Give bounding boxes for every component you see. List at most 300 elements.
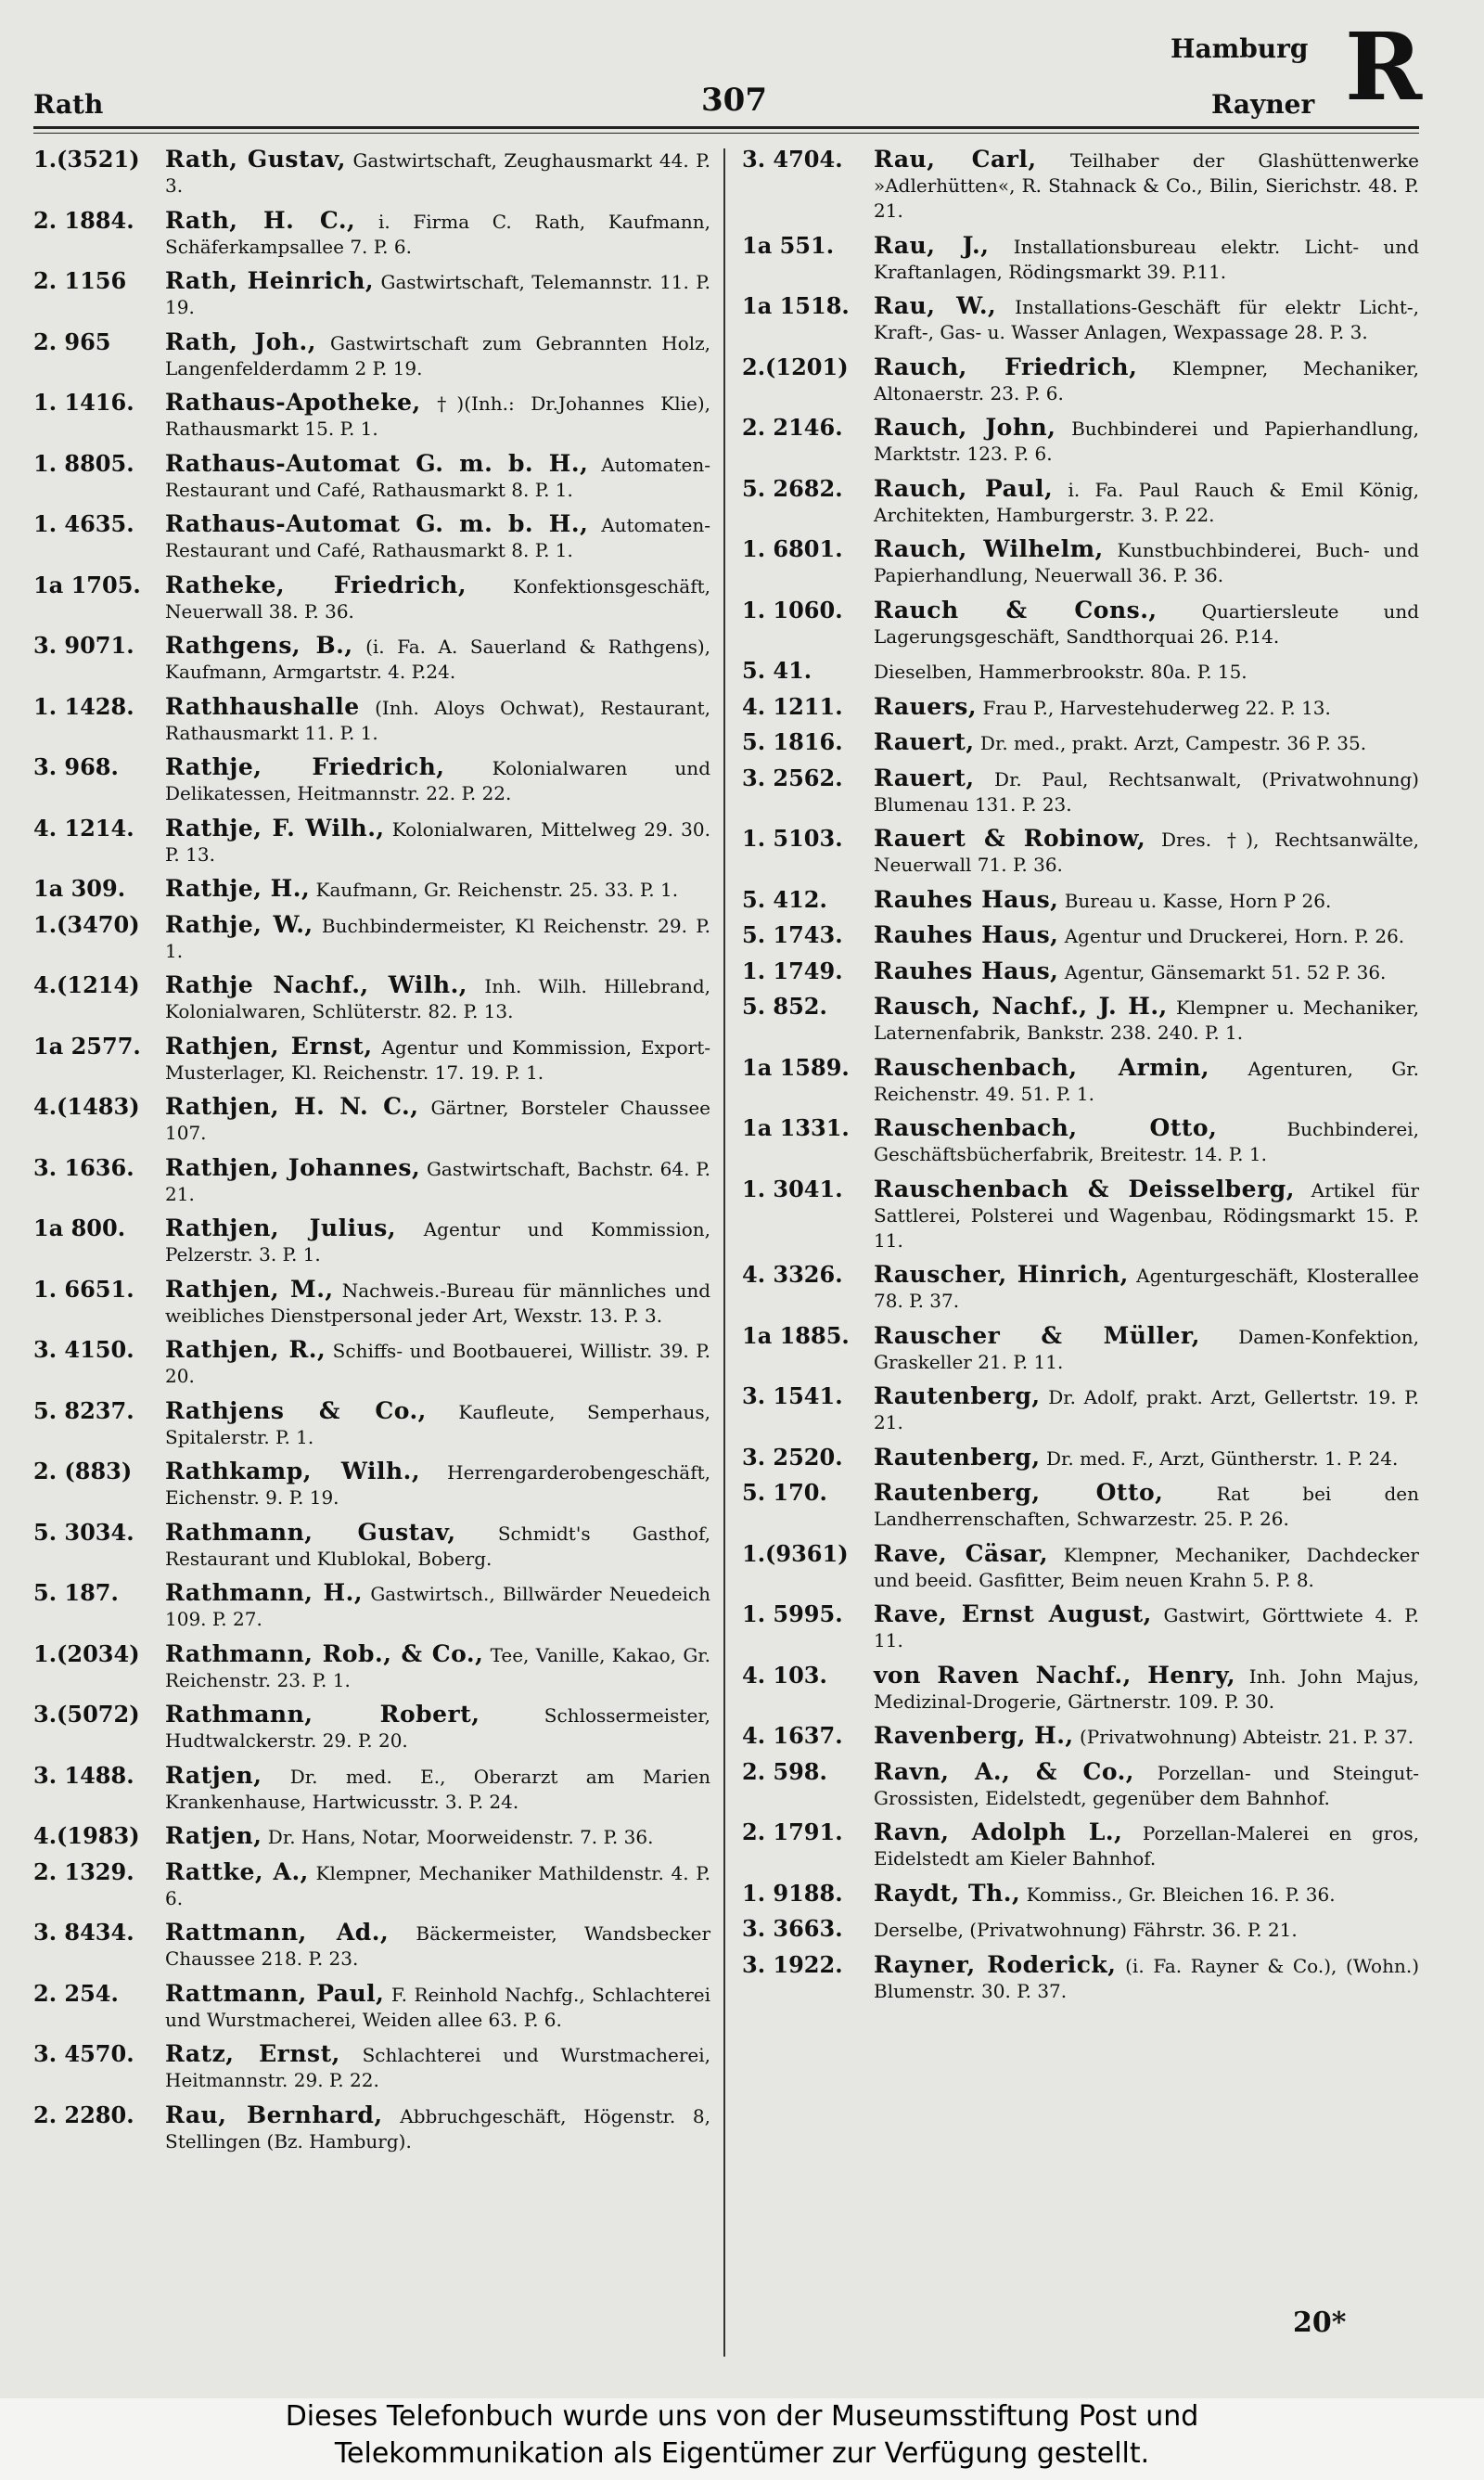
entry-number: 1a 1885. (742, 1321, 850, 1349)
directory-entry (742, 765, 1419, 817)
directory-entry (742, 1723, 1419, 1750)
entry-name: Rathkamp, Wilh., (165, 1458, 421, 1484)
entry-body (165, 1155, 710, 1207)
entry-name: Rauscher, Hinrich, (874, 1261, 1129, 1288)
directory-entry (33, 816, 710, 867)
entry-name: Rathje, H., (165, 875, 311, 902)
footer-mark: 20* (1293, 2307, 1347, 2339)
directory-entry (33, 2041, 710, 2093)
entry-name: Rave, Cäsar, (874, 1539, 1049, 1567)
entry-details: Agentur und Kommission, Pelzerstr. 3. P. 1. (165, 1218, 710, 1266)
entry-number: 1.(3521) (33, 146, 140, 173)
entry-body (165, 1337, 710, 1389)
entry-details: Gastwirtschaft zum Gebrannten Holz, Langenfelderdamm 2 P. 19. (165, 331, 710, 379)
entry-details: Dr. med. F., Arzt, Güntherstr. 1. P. 24. (1045, 1446, 1399, 1470)
entry-name: Rauert, (874, 728, 975, 755)
entry-name: Rausch, Nachf., J. H., (874, 993, 1168, 1020)
entry-name: Raydt, Th., (874, 1879, 1021, 1907)
directory-entry (742, 1383, 1419, 1435)
directory-entry (33, 633, 710, 685)
directory-entry (742, 729, 1419, 756)
entry-body (165, 1215, 710, 1267)
entry-name: Rathhaushalle (165, 692, 360, 720)
entry-details: Dr. Adolf, prakt. Arzt, Gellertstr. 19. P. 21. (874, 1386, 1420, 1433)
entry-name: Rauhes Haus, (874, 921, 1059, 948)
entry-body (165, 572, 710, 624)
entry-number: 1. 5103. (742, 825, 843, 852)
entry-name: Rathjen, H. N. C., (165, 1093, 419, 1120)
entry-number: 3. 2520. (742, 1443, 843, 1471)
entry-details: Abbruchgeschäft, Högenstr. 8, Stellingen (Bz. Hamburg). (165, 2104, 711, 2152)
entry-body (874, 826, 1419, 878)
entry-number: 2. 1884. (33, 206, 134, 234)
entry-body (165, 390, 710, 442)
directory-entry (742, 1663, 1419, 1715)
entry-details: Dr. med., prakt. Arzt, Campestr. 36 P. 35. (979, 732, 1367, 754)
directory-entry (742, 1176, 1419, 1253)
entry-details: †)(Inh.: Dr.Johannes Klie), Rathausmarkt 15. P. 1. (165, 392, 710, 440)
directory-entry (742, 1323, 1419, 1375)
entry-name: Rauscher & Müller, (874, 1321, 1200, 1349)
directory-entry (742, 694, 1419, 721)
entry-name: Rathmann, Rob., & Co., (165, 1639, 484, 1667)
entry-number: 1. 1416. (33, 389, 134, 416)
entry-details: Klempner, Mechaniker, Altonaerstr. 23. P. 6. (874, 356, 1420, 405)
entry-name: Rathje, Friedrich, (165, 753, 445, 780)
entry-body (874, 958, 1419, 985)
entry-name: Rathaus-Automat G. m. b. H., (165, 510, 589, 537)
entry-name: Rath, H. C., (165, 206, 356, 234)
entry-body (165, 816, 710, 867)
entry-number: 2. 965 (33, 328, 111, 355)
entry-name: Ravn, Adolph L., (874, 1818, 1123, 1845)
directory-entry (33, 912, 710, 964)
entry-name: Rathjen, R., (165, 1336, 326, 1363)
entry-number: 1.(9361) (742, 1539, 849, 1567)
entry-details: Buchbinderei, Geschäftsbücherfabrik, Breitestr. 14. P. 1. (874, 1118, 1419, 1165)
entry-body (165, 876, 710, 903)
banner-line-1: Dieses Telefonbuch wurde uns von der Museumsstiftung Post und (285, 2400, 1199, 2433)
entry-details: Klempner, Mechaniker Mathildenstr. 4. P. 6. (165, 1861, 711, 1909)
directory-entry (742, 1916, 1419, 1943)
page-header (0, 0, 1484, 148)
entry-body (165, 208, 710, 260)
entry-number: 5. 1743. (742, 921, 843, 948)
entry-details: Agenturen, Gr. Reichenstr. 49. 51. P. 1. (874, 1057, 1420, 1105)
entry-body (165, 1920, 710, 1972)
entry-body (874, 887, 1419, 914)
directory-entry (742, 1480, 1419, 1532)
entry-name: Rauch, Wilhelm, (874, 535, 1104, 562)
directory-entry (33, 1215, 710, 1267)
entry-body (165, 329, 710, 381)
directory-entry (742, 994, 1419, 1046)
directory-entry (33, 1981, 710, 2033)
directory-entry (742, 1759, 1419, 1811)
directory-entry (33, 451, 710, 503)
entry-details: Artikel für Sattlerei, Polsterei und Wagenbau, Rödingsmarkt 15. P. 11. (874, 1178, 1420, 1252)
directory-entry (33, 1920, 710, 1972)
directory-entry (742, 1055, 1419, 1107)
entry-number: 1a 1518. (742, 292, 850, 319)
entry-body (874, 658, 1419, 685)
entry-details: Gastwirtsch., Billwärder Neuedeich 109. P. 27. (165, 1583, 711, 1630)
attribution-banner (0, 2398, 1484, 2480)
entry-number: 5. 412. (742, 885, 827, 913)
entry-body (165, 972, 710, 1024)
entry-body (874, 354, 1419, 406)
entry-details: Schlossermeister, Hudtwalckerstr. 29. P. 20. (165, 1704, 710, 1752)
entry-name: Rauert & Robinow, (874, 825, 1146, 852)
header-last-entry: Rayner (1211, 89, 1315, 120)
entry-details: Automaten-Restaurant und Café, Rathausmarkt 8. P. 1. (165, 453, 710, 501)
directory-entry (33, 1094, 710, 1146)
entry-body (165, 268, 710, 320)
directory-entry (33, 1702, 710, 1754)
entry-name: Rauch, John, (874, 414, 1056, 441)
left-column (33, 147, 710, 2163)
directory-entry (742, 233, 1419, 285)
entry-name: Rau, J., (874, 231, 990, 259)
header-rule (33, 126, 1419, 129)
directory-entry (742, 1819, 1419, 1871)
entry-details: Installations-Geschäft für elektr Licht-, Kraft-, Gas- u. Wasser Anlagen, Wexpassage 28. P. 3. (874, 296, 1420, 343)
entry-name: Rau, Carl, (874, 146, 1037, 173)
entry-name: Rath, Heinrich, (165, 267, 375, 294)
entry-name: Ratheke, Friedrich, (165, 571, 467, 598)
entry-name: Rathgens, B., (165, 632, 353, 659)
directory-entry (33, 1823, 710, 1850)
entry-number: 5. 41. (742, 657, 812, 684)
entry-name: Rathjens & Co., (165, 1396, 427, 1424)
entry-number: 3. 968. (33, 753, 119, 780)
entry-details: Bureau u. Kasse, Horn P 26. (1064, 889, 1332, 912)
entry-details: (Privatwohnung) Abteistr. 21. P. 37. (1080, 1726, 1414, 1748)
directory-entry (742, 826, 1419, 878)
directory-entry (742, 1952, 1419, 2004)
directory-entry (33, 147, 710, 199)
entry-name: Rayner, Roderick, (874, 1950, 1117, 1978)
directory-entry (33, 694, 710, 746)
entry-number: 2.(1201) (742, 353, 849, 380)
entry-number: 1. 5995. (742, 1600, 843, 1627)
entry-number: 3.(5072) (33, 1701, 140, 1728)
header-letter: R (1345, 12, 1423, 122)
entry-body (874, 694, 1419, 721)
entry-body (874, 1759, 1419, 1811)
entry-details: Dres. †), Rechtsanwälte, Neuerwall 71. P. 36. (874, 829, 1420, 876)
directory-entry (33, 2102, 710, 2154)
entry-name: Rauhes Haus, (874, 957, 1059, 984)
directory-entry (742, 147, 1419, 224)
entry-number: 1a 1331. (742, 1114, 850, 1141)
entry-details: Inh. Wilh. Hillebrand, Kolonialwaren, Schlüterstr. 82. P. 13. (165, 975, 710, 1022)
entry-number: 1a 1705. (33, 571, 141, 598)
directory-entry (742, 598, 1419, 649)
entry-number: 1. 9188. (742, 1879, 843, 1907)
entry-number: 2. (883) (33, 1458, 133, 1484)
entry-body (874, 147, 1419, 224)
entry-number: 5. 852. (742, 993, 827, 1020)
entry-details: Installationsbureau elektr. Licht- und Kraftanlagen, Rödingsmarkt 39. P.11. (874, 235, 1419, 283)
entry-number: 2. 2146. (742, 414, 843, 441)
entry-details: Agentur und Druckerei, Horn. P. 26. (1064, 925, 1405, 947)
entry-body (165, 1034, 710, 1086)
entry-number: 4.(1483) (33, 1093, 140, 1120)
entry-details: Kunstbuchbinderei, Buch- und Papierhandlung, Neuerwall 36. P. 36. (874, 539, 1419, 586)
entry-details: Kaufmann, Gr. Reichenstr. 25. 33. P. 1. (315, 879, 679, 901)
entry-name: Rath, Joh., (165, 328, 316, 355)
entry-details: Porzellan- und Steingut-Grossisten, Eidelstedt, gegenüber dem Bahnhof. (874, 1761, 1419, 1809)
entry-details: (i. Fa. Rayner & Co.), (Wohn.) Blumenstr. 30. P. 37. (874, 1954, 1420, 2002)
entry-name: Rattke, A., (165, 1857, 309, 1885)
directory-entry (33, 390, 710, 442)
entry-name: Rautenberg, (874, 1382, 1041, 1409)
entry-number: 1. 4635. (33, 510, 134, 537)
directory-entry (33, 1763, 710, 1815)
directory-entry (33, 329, 710, 381)
directory-entry (742, 887, 1419, 914)
directory-entry (33, 1641, 710, 1693)
entry-number: 1a 309. (33, 875, 126, 902)
entry-details: Gastwirt, Görttwiete 4. P. 11. (874, 1604, 1420, 1651)
entry-number: 5. 170. (742, 1479, 827, 1506)
entry-name: Rauschenbach, Otto, (874, 1114, 1218, 1141)
entry-name: Ratjen, (165, 1761, 262, 1789)
entry-details: Gastwirtschaft, Zeughausmarkt 44. P. 3. (165, 149, 710, 197)
entry-body (874, 598, 1419, 649)
entry-name: Rautenberg, (874, 1443, 1041, 1471)
directory-entry (742, 1601, 1419, 1653)
directory-entry (742, 658, 1419, 685)
directory-entry (33, 511, 710, 563)
entry-details: (Inh. Aloys Ochwat), Restaurant, Rathausmarkt 11. P. 1. (165, 696, 710, 744)
entry-details: Kommiss., Gr. Bleichen 16. P. 36. (1026, 1882, 1336, 1906)
entry-details: Herrengarderobengeschäft, Eichenstr. 9. P. 19. (165, 1461, 710, 1509)
directory-entry (33, 876, 710, 903)
banner-line-2: Telekommunikation als Eigentümer zur Verfügung gestellt. (334, 2437, 1150, 2470)
entry-details: Rat bei den Landherrenschaften, Schwarzestr. 25. P. 26. (874, 1483, 1420, 1530)
entry-number: 3. 1636. (33, 1153, 134, 1181)
entry-details: Dr. Hans, Notar, Moorweidenstr. 7. P. 36. (267, 1826, 654, 1848)
entry-body (874, 1383, 1419, 1435)
entry-body (874, 1601, 1419, 1653)
entry-number: 1. 3041. (742, 1175, 843, 1202)
entry-body (874, 233, 1419, 285)
entry-details: Dr. Paul, Rechtsanwalt, (Privatwohnung) Blumenau 131. P. 23. (874, 767, 1419, 816)
page-number: 307 (701, 82, 767, 119)
directory-entry (33, 1458, 710, 1510)
entry-number: 1. 1060. (742, 596, 843, 623)
entry-body (165, 754, 710, 806)
entry-details: Kolonialwaren und Delikatessen, Heitmannstr. 22. P. 22. (165, 757, 710, 804)
entry-details: F. Reinhold Nachfg., Schlachterei und Wurstmacherei, Weiden allee 63. P. 6. (165, 1983, 711, 2031)
entry-body (165, 633, 710, 685)
entry-details: Schmidt's Gasthof, Restaurant und Klublokal, Boberg. (165, 1522, 710, 1570)
entry-body (165, 451, 710, 503)
entry-number: 4. 103. (742, 1661, 827, 1689)
entry-name: Ratjen, (165, 1822, 262, 1849)
entry-number: 1.(3470) (33, 910, 140, 938)
directory-entry (742, 354, 1419, 406)
entry-number: 1a 2577. (33, 1032, 141, 1060)
directory-entry (742, 958, 1419, 985)
entry-body (165, 694, 710, 746)
directory-entry (742, 1115, 1419, 1167)
directory-entry (33, 1155, 710, 1207)
entry-details: Inh. John Majus, Medizinal-Drogerie, Gärtnerstr. 109. P. 30. (874, 1664, 1420, 1713)
entry-body (874, 1723, 1419, 1750)
directory-entry (33, 1277, 710, 1329)
entry-body (165, 1823, 710, 1850)
entry-body (165, 2041, 710, 2093)
entry-details: Automaten-Restaurant und Café, Rathausmarkt 8. P. 1. (165, 514, 710, 561)
entry-body (165, 1641, 710, 1693)
entry-body (874, 476, 1419, 528)
entry-name: Rathjen, Johannes, (165, 1153, 421, 1181)
entry-body (874, 1819, 1419, 1871)
entry-number: 3. 4150. (33, 1336, 134, 1363)
entry-number: 4. 1211. (742, 692, 843, 720)
directory-entry (33, 268, 710, 320)
entry-details: Dr. med. E., Oberarzt am Marien Krankenhause, Hartwicusstr. 3. P. 24. (165, 1765, 711, 1813)
entry-body (874, 1262, 1419, 1314)
entry-body (874, 994, 1419, 1046)
entry-body (165, 1094, 710, 1146)
entry-name: Rathjen, M., (165, 1275, 334, 1303)
entry-body (165, 1981, 710, 2033)
directory-entry (33, 754, 710, 806)
entry-number: 3. 1488. (33, 1761, 134, 1789)
entry-name: Rauch, Paul, (874, 474, 1054, 502)
entry-name: Rath, Gustav, (165, 146, 346, 173)
entry-name: Rauschenbach, Armin, (874, 1053, 1210, 1081)
entry-number: 1. 1428. (33, 692, 134, 720)
entry-details: Agenturgeschäft, Klosterallee 78. P. 37. (874, 1265, 1420, 1312)
entry-name: Ratz, Ernst, (165, 2040, 340, 2067)
entry-details: Buchbinderei und Papierhandlung, Marktstr. 123. P. 6. (874, 418, 1420, 465)
entry-details: Gastwirtschaft, Bachstr. 64. P. 21. (165, 1157, 710, 1205)
entry-details: Konfektionsgeschäft, Neuerwall 38. P. 36. (165, 574, 711, 623)
entry-details: Porzellan-Malerei en gros, Eidelstedt am Kieler Bahnhof. (874, 1822, 1419, 1870)
entry-body (165, 1702, 710, 1754)
entry-details: Klempner, Mechaniker, Dachdecker und beeid. Gasfitter, Beim neuen Krahn 5. P. 8. (874, 1543, 1419, 1591)
entry-number: 4. 1214. (33, 814, 134, 842)
entry-details: Agentur, Gänsemarkt 51. 52 P. 36. (1064, 960, 1387, 983)
directory-entry (742, 1445, 1419, 1471)
entry-details: Bäckermeister, Wandsbecker Chaussee 218. P. 23. (165, 1922, 711, 1970)
entry-body (165, 1520, 710, 1572)
directory-entry (742, 415, 1419, 467)
entry-name: Rave, Ernst August, (874, 1600, 1152, 1627)
entry-name: Rautenberg, Otto, (874, 1479, 1164, 1506)
entry-number: 3. 1541. (742, 1382, 843, 1409)
entry-number: 3. 4570. (33, 2040, 134, 2067)
entry-name: Rau, Bernhard, (165, 2101, 383, 2128)
directory-entry (33, 1580, 710, 1632)
entry-number: 2. 1329. (33, 1857, 134, 1885)
entry-body (165, 1763, 710, 1815)
entry-body (874, 1663, 1419, 1715)
entry-number: 1. 6801. (742, 535, 843, 562)
entry-number: 5. 2682. (742, 474, 843, 502)
entry-details: Frau P., Harvestehuderweg 22. P. 13. (982, 696, 1331, 719)
entry-details: Damen-Konfektion, Graskeller 21. P. 11. (874, 1325, 1420, 1373)
entry-details: Klempner u. Mechaniker, Laternenfabrik, Bankstr. 238. 240. P. 1. (874, 996, 1419, 1044)
entry-name: Rauhes Haus, (874, 885, 1059, 913)
entry-details: Kolonialwaren, Mittelweg 29. 30. P. 13. (165, 817, 710, 866)
entry-number: 4.(1214) (33, 971, 140, 998)
entry-body (165, 1458, 710, 1510)
entry-details: Gastwirtschaft, Telemannstr. 11. P. 19. (165, 271, 710, 318)
entry-number: 4. 3326. (742, 1261, 843, 1288)
entry-body (165, 1398, 710, 1450)
entry-name: Rattmann, Paul, (165, 1979, 385, 2007)
entry-body (874, 729, 1419, 756)
directory-entry (742, 293, 1419, 345)
entry-body (874, 1115, 1419, 1167)
entry-number: 5. 1816. (742, 728, 843, 755)
entry-number: 5. 8237. (33, 1396, 134, 1424)
entry-number: 1. 6651. (33, 1275, 134, 1303)
entry-details: Dieselben, Hammerbrookstr. 80a. P. 15. (874, 661, 1247, 683)
header-rule-thin (33, 133, 1419, 134)
entry-body (165, 511, 710, 563)
entry-body (874, 765, 1419, 817)
entry-body (874, 1480, 1419, 1532)
entry-number: 1a 800. (33, 1214, 126, 1241)
entry-number: 2. 2280. (33, 2101, 134, 2128)
entry-body (874, 1445, 1419, 1471)
entry-name: Rathje, F. Wilh., (165, 814, 385, 842)
entry-number: 4. 1637. (742, 1722, 843, 1749)
entry-details: Tee, Vanille, Kakao, Gr. Reichenstr. 23. P. 1. (165, 1643, 711, 1691)
header-first-entry: Rath (33, 89, 104, 120)
entry-number: 3. 4704. (742, 146, 843, 173)
entry-details: Derselbe, (Privatwohnung) Fährstr. 36. P. 21. (874, 1919, 1298, 1941)
directory-entry (33, 1034, 710, 1086)
entry-name: Rauschenbach & Deisselberg, (874, 1175, 1295, 1202)
entry-details: Teilhaber der Glashüttenwerke »Adlerhütten«, R. Stahnack & Co., Bilin, Sierichstr. 48. P. 21. (874, 149, 1420, 222)
entry-body (874, 1952, 1419, 2004)
entry-name: Rathjen, Julius, (165, 1214, 397, 1241)
entry-name: Ravn, A., & Co., (874, 1757, 1135, 1785)
entry-details: (i. Fa. A. Sauerland & Rathgens), Kaufmann, Armgartstr. 4. P.24. (165, 636, 710, 683)
entry-number: 1. 8805. (33, 449, 134, 477)
directory-entry (33, 1520, 710, 1572)
directory-entry (33, 572, 710, 624)
directory-entry (742, 536, 1419, 588)
entry-name: Rauers, (874, 692, 978, 720)
entry-details: Agentur und Kommission, Export-Musterlager, Kl. Reichenstr. 17. 19. P. 1. (165, 1035, 710, 1084)
entry-name: Rathjen, Ernst, (165, 1032, 373, 1060)
entry-details: Buchbindermeister, Kl Reichenstr. 29. P. 1. (165, 914, 710, 962)
entry-body (165, 912, 710, 964)
entry-number: 1.(2034) (33, 1639, 140, 1667)
entry-number: 3. 8434. (33, 1919, 134, 1946)
header-city: Hamburg (1171, 33, 1309, 64)
entry-body (165, 1277, 710, 1329)
entry-number: 1. 1749. (742, 957, 843, 984)
directory-entry (742, 1541, 1419, 1593)
entry-name: Rau, W., (874, 292, 997, 319)
entry-name: Rauert, (874, 764, 975, 791)
entry-details: Schlachterei und Wurstmacherei, Heitmannstr. 29. P. 22. (165, 2044, 710, 2091)
directory-entry (742, 476, 1419, 528)
entry-body (874, 415, 1419, 467)
entry-name: Rathaus-Apotheke, (165, 389, 421, 416)
entry-number: 1a 1589. (742, 1053, 850, 1081)
